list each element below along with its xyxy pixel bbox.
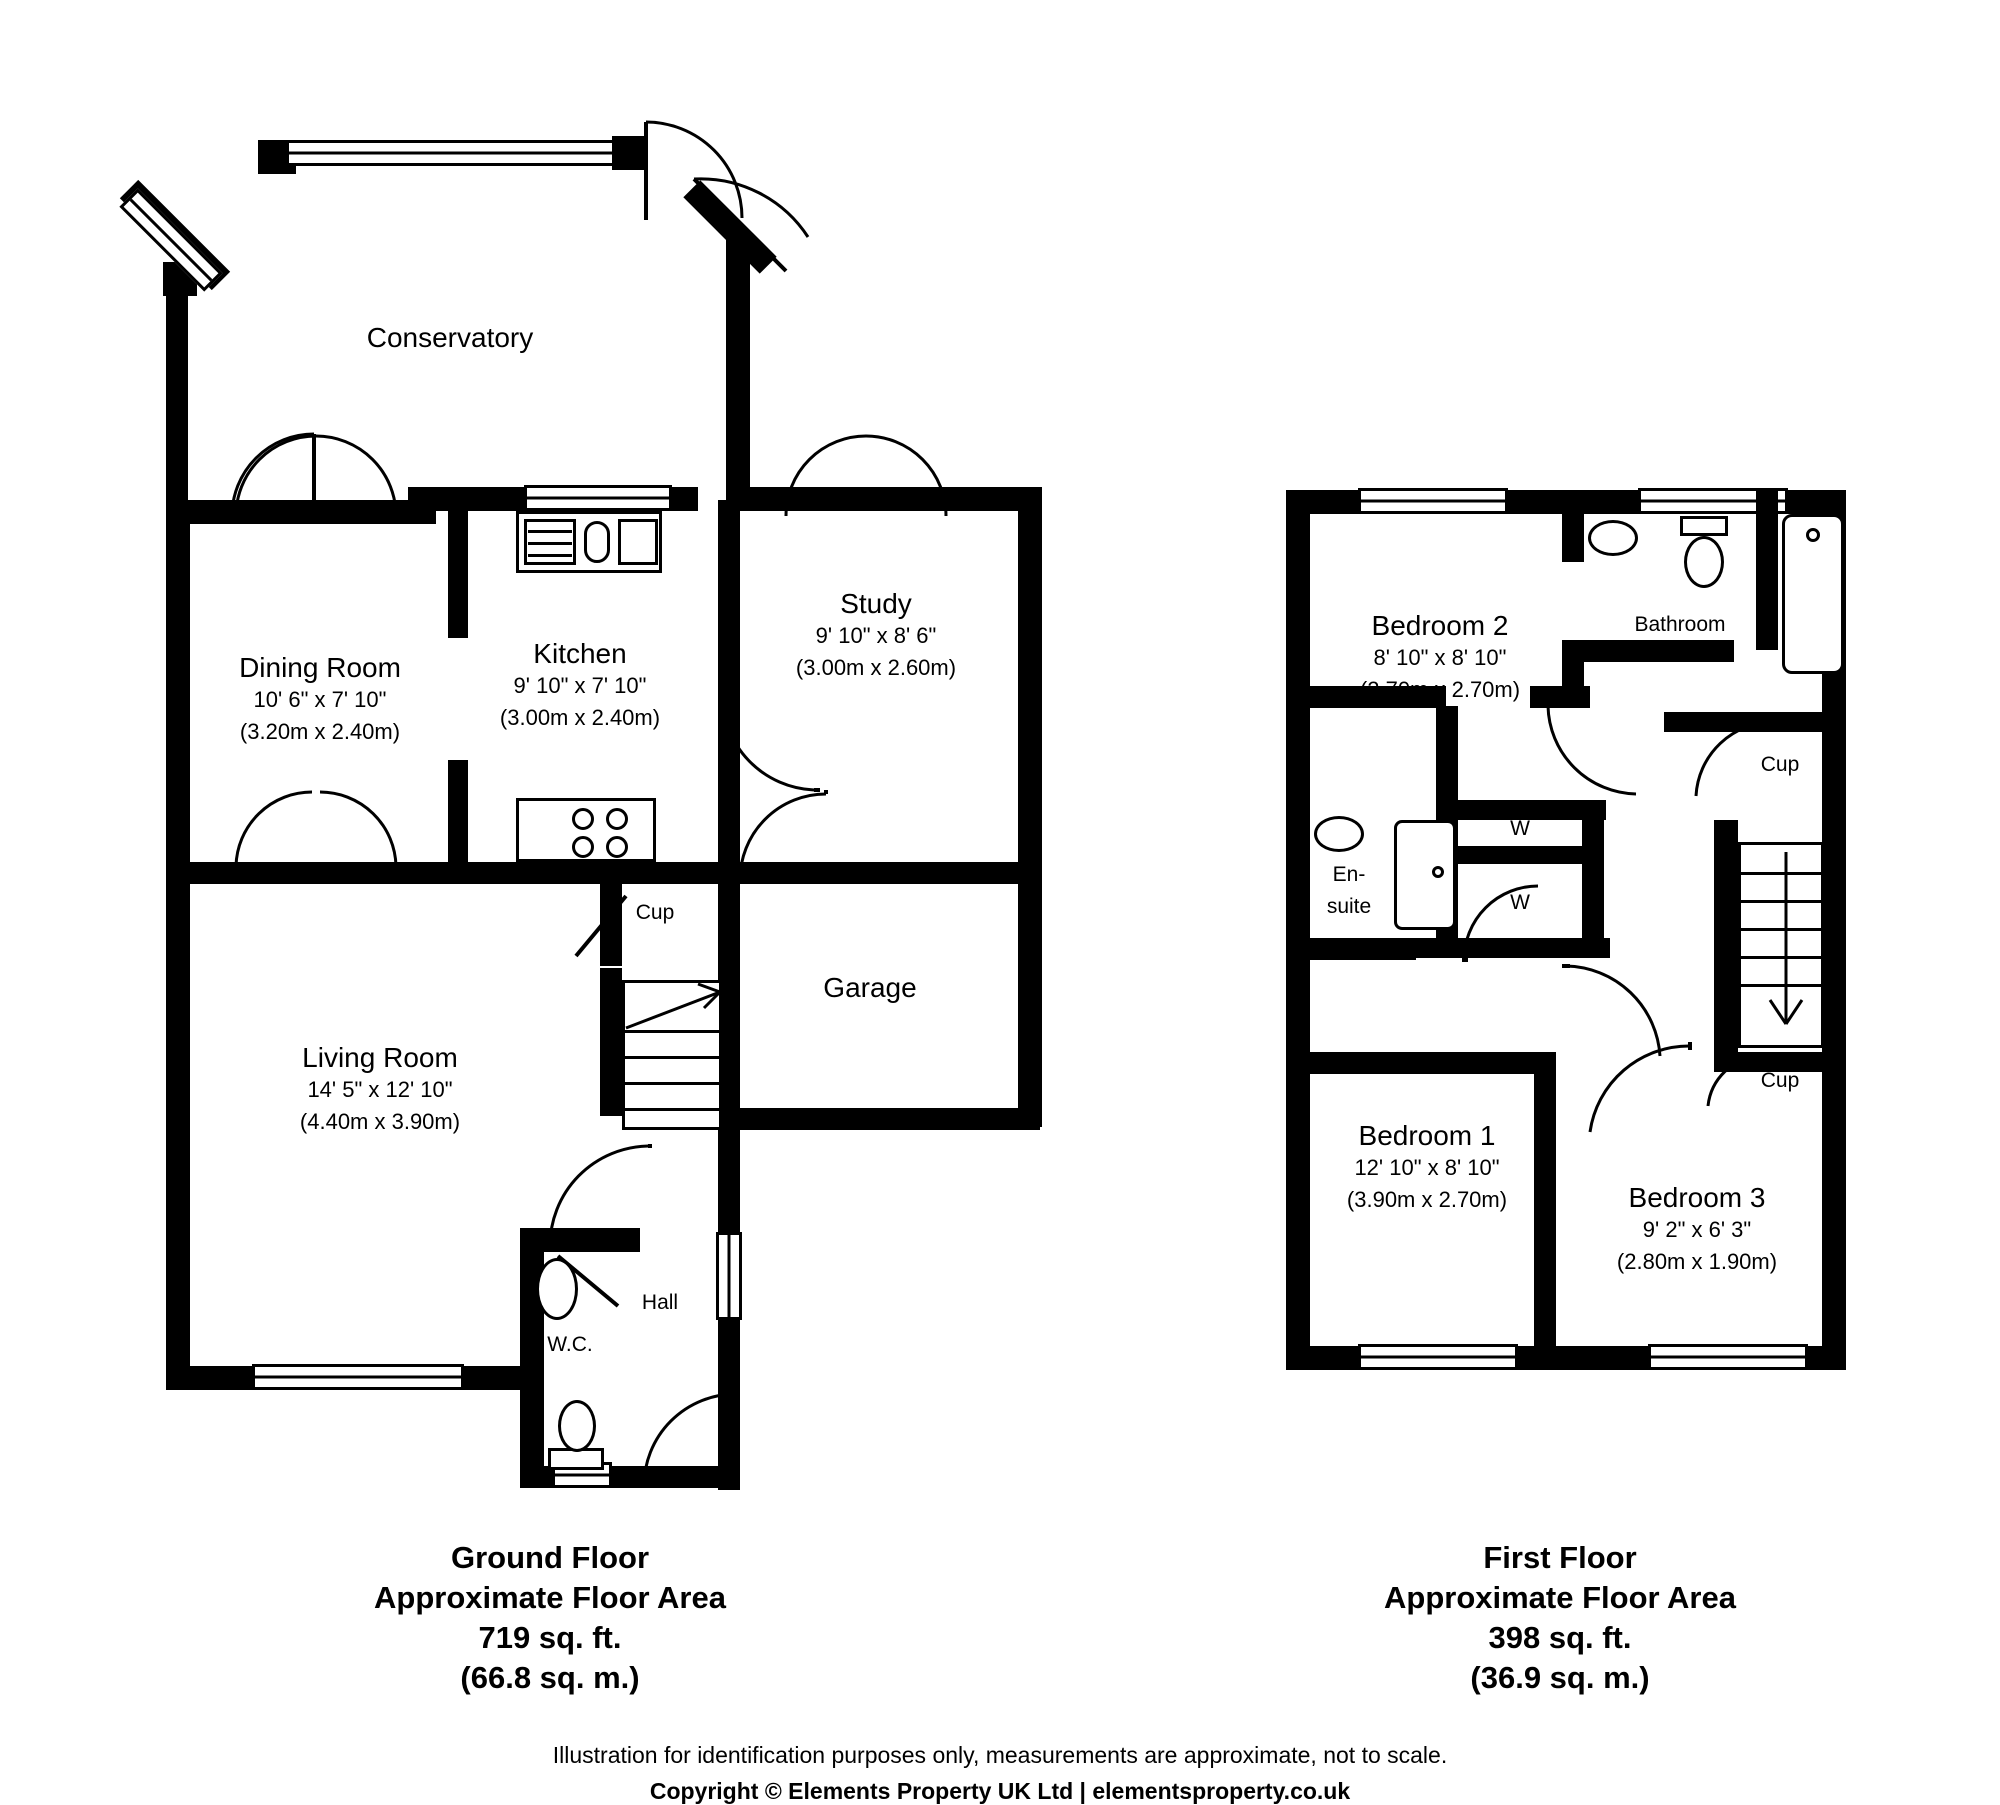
label-dining-room: Dining Room [239,652,401,683]
bathroom-basin [1588,520,1638,556]
stair-direction-arrow-first [1756,848,1816,1038]
ground-wall-left [166,500,190,1390]
wardrobe-divider [1458,846,1582,864]
kitchen-window-top [524,485,672,511]
bedroom2-window [1358,488,1508,514]
bedroom2-bathroom-partition [1562,490,1584,562]
label-cup-bottom: Cup [1760,1069,1800,1092]
label-bedroom-1-metric: (3.90m x 2.70m) [1346,1187,1508,1212]
garage-bottom-wall [740,1108,1040,1130]
label-wardrobe-bottom: W [1510,891,1530,914]
label-wardrobe-top: W [1510,817,1530,840]
front-door [636,1390,756,1500]
ensuite-basin [1314,816,1364,852]
kitchen-drainer-line-1 [528,530,572,533]
ground-floor-caption-line1: Ground Floor [450,1540,650,1575]
stair-wall-right [600,968,622,1116]
living-room-door [540,1140,680,1250]
stair-direction-arrow-ground [620,978,730,1038]
bedroom1-window [1358,1344,1518,1370]
label-ensuite-line1: En- [1332,863,1366,886]
kitchen-door-to-hall [718,690,828,800]
ground-wall-right [1018,487,1042,1127]
bathroom-bath-plug [1806,528,1820,542]
conservatory-wall-left [166,272,188,502]
bedroom2-door [1540,700,1650,800]
label-hall: Hall [641,1291,679,1314]
label-dining-room-metric: (3.20m x 2.40m) [239,719,401,744]
hob-ring-1 [572,808,594,830]
label-kitchen-metric: (3.00m x 2.40m) [499,705,661,730]
bedroom1-top-wall [1286,1052,1556,1074]
living-room-window-bottom [252,1364,464,1390]
footer-copyright: Copyright © Elements Property UK Ltd | elementsproperty.co.uk [649,1778,1351,1804]
label-living-room: Living Room [302,1042,458,1073]
kitchen-sink-bowl-2 [618,519,658,565]
study-doors-double-top [782,432,952,522]
wardrobe-right-wall [1582,800,1604,950]
conservatory-corner-topright [612,136,646,170]
label-conservatory: Conservatory [366,322,534,353]
dining-kitchen-partition [448,500,468,638]
dining-doors-double-mid [232,790,402,870]
label-ensuite-line2: suite [1326,895,1372,918]
landing-right-wall [1714,820,1738,1070]
label-bedroom-1: Bedroom 1 [1358,1120,1496,1151]
hob-ring-4 [606,836,628,858]
stair-step-g4 [622,1108,722,1111]
hob-ring-2 [606,808,628,830]
kitchen-drainer-line-2 [528,542,572,545]
bathroom-bottom-wall [1584,640,1734,662]
stair-step-g2 [622,1056,722,1059]
label-kitchen: Kitchen [533,638,627,669]
wc-basin [536,1258,578,1320]
dining-doors-double-top [232,432,402,522]
bedroom3-door [1580,1040,1700,1140]
label-bedroom-1-imperial: 12' 10" x 8' 10" [1354,1155,1500,1180]
first-floor-caption-line1: First Floor [1483,1540,1637,1575]
ground-floor-caption-line2: Approximate Floor Area [374,1580,726,1615]
first-floor-caption-line2: Approximate Floor Area [1384,1580,1736,1615]
label-cup-ground: Cup [635,901,675,924]
label-garage: Garage [823,972,917,1003]
bathroom-cup-left-wall [1664,712,1686,732]
study-door-lower [736,790,846,885]
label-bedroom-3-metric: (2.80m x 1.90m) [1616,1249,1778,1274]
bathroom-toilet-cistern [1680,516,1728,536]
label-bedroom-2-imperial: 8' 10" x 8' 10" [1373,645,1507,670]
ensuite-shower-drain [1432,866,1444,878]
label-study-metric: (3.00m x 2.60m) [795,655,957,680]
bathroom-toilet-bowl [1684,536,1724,588]
kitchen-sink-bowl [584,521,610,563]
label-wc: W.C. [547,1333,593,1356]
hob-ring-3 [572,836,594,858]
label-kitchen-imperial: 9' 10" x 7' 10" [513,673,647,698]
label-bedroom-2-metric: (2.70m x 2.70m) [1359,677,1521,702]
ground-floor-caption-line3: 719 sq. ft. [478,1620,622,1655]
label-cup-top: Cup [1760,753,1800,776]
label-study-imperial: 9' 10" x 8' 6" [815,623,937,648]
label-dining-room-imperial: 10' 6" x 7' 10" [253,687,387,712]
first-floor-caption-line4: (36.9 sq. m.) [1470,1660,1650,1695]
wc-toilet-bowl [558,1400,596,1452]
label-bedroom-3: Bedroom 3 [1628,1182,1766,1213]
kitchen-drainer-line-3 [528,554,572,557]
stair-step-g3 [622,1082,722,1085]
label-bathroom: Bathroom [1634,613,1726,636]
label-living-room-imperial: 14' 5" x 12' 10" [307,1077,453,1102]
label-living-room-metric: (4.40m x 3.90m) [299,1109,461,1134]
kitchen-dining-lower-partition [448,760,468,878]
ground-floor-caption-line4: (66.8 sq. m.) [460,1660,640,1695]
footer-disclaimer: Illustration for identification purposes only, measurements are approximate, not to scale. [552,1742,1448,1768]
label-bedroom-2: Bedroom 2 [1371,610,1509,641]
bedroom3-window [1648,1344,1808,1370]
conservatory-door-diagonal [690,175,820,305]
conservatory-window-top [286,140,626,166]
first-floor-caption-line3: 398 sq. ft. [1488,1620,1632,1655]
label-study: Study [840,588,912,619]
label-bedroom-3-imperial: 9' 2" x 6' 3" [1642,1217,1752,1242]
